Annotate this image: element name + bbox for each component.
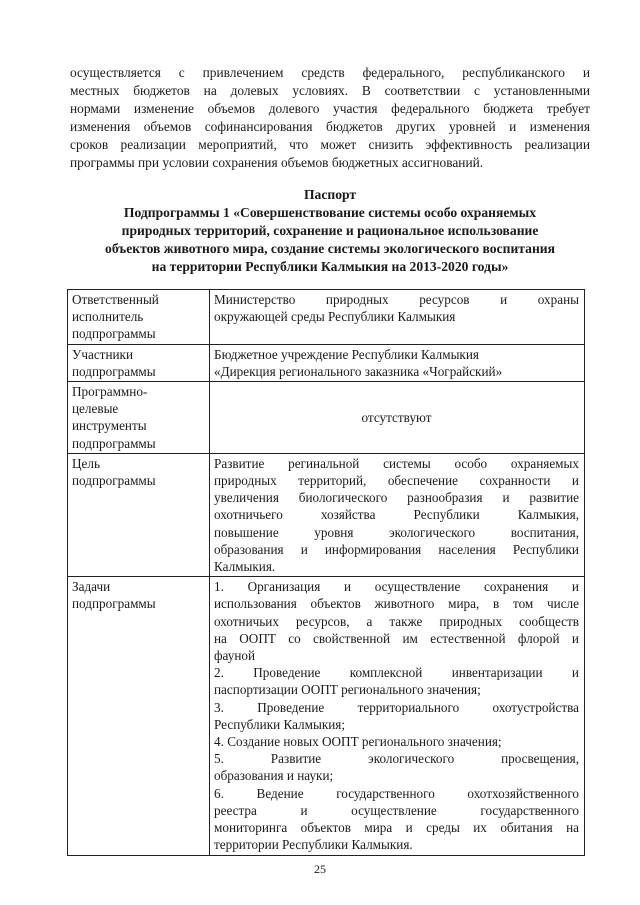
value-line: Министерство природных ресурсов и охраны [214, 292, 579, 307]
intro-line: местных бюджетов на долевых условиях. В соответствии с установленными [70, 83, 590, 98]
value-line: повышение уровня экологического воспитания, [214, 524, 579, 540]
table-row [68, 290, 585, 345]
value-line: охотничьих ресурсов, а также природных сообществ [214, 613, 579, 629]
key-line: Программно- [72, 384, 148, 400]
passport-heading [70, 186, 590, 276]
passport-subtitle-line: на территории Республики Калмыкия на 2013-2020 годы» [151, 259, 509, 274]
passport-title: Паспорт [303, 187, 357, 202]
value-line: 3. Проведение территориального охотустройства [214, 699, 579, 715]
row-key-responsible [68, 290, 210, 345]
value-line: на ООПТ со свойственной им естественной флорой и [214, 630, 579, 646]
row-key-tasks [68, 577, 210, 855]
value-line: паспортизации ООПТ регионального значения; [214, 682, 481, 698]
key-line: подпрограммы [72, 435, 156, 451]
value-line: увеличения биологического разнообразия и развитие [214, 490, 579, 506]
key-line: подпрограммы [72, 363, 156, 379]
key-line: Ответственный [72, 292, 159, 307]
table-row [68, 453, 585, 576]
value-line: мониторинга объектов мира и среды их обитания на [214, 820, 579, 836]
value-line: Развитие регинальной системы особо охраняемых [214, 455, 579, 471]
value-line: Бюджетное учреждение Республики Калмыкия [214, 346, 479, 362]
intro-line: программы при условии сохранения объемов бюджетных ассигнований. [70, 155, 484, 170]
intro-line: сроков реализации мероприятий, что может снизить эффективность реализации [70, 137, 590, 152]
value-line: отсутствуют [361, 409, 432, 425]
key-line: инструменты [72, 418, 147, 434]
row-value-responsible [210, 290, 585, 345]
value-line: 6. Ведение государственного охотхозяйственного [214, 785, 579, 801]
value-line: окружающей среды Республики Калмыкия [214, 309, 456, 325]
value-line: территории Республики Калмыкия. [214, 837, 413, 853]
value-line: Республики Калмыкия; [214, 716, 346, 732]
row-key-goal [68, 453, 210, 576]
passport-table [67, 289, 585, 856]
value-line: 2. Проведение комплексной инвентаризации и [214, 665, 579, 681]
passport-subtitle-line: объектов животного мира, создание системы экологического воспитания [105, 241, 555, 256]
key-line: исполнитель [72, 309, 144, 325]
key-line: подпрограммы [72, 473, 156, 489]
value-line: Калмыкия. [214, 559, 276, 575]
key-line: Задачи [72, 579, 111, 595]
value-line: «Дирекция регионального заказника «Чограйский» [214, 363, 503, 379]
table-row [68, 382, 585, 454]
value-line: 4. Создание новых ООПТ регионального значения; [214, 734, 502, 750]
value-line: образования и науки; [214, 768, 334, 784]
table-row [68, 344, 585, 381]
page-number: 25 [314, 862, 326, 876]
table-row [68, 577, 585, 855]
row-value-tasks [210, 577, 585, 855]
passport-subtitle-line: Подпрограммы 1 «Совершенствование системы особо охраняемых [123, 205, 537, 220]
value-line: природных территорий, обеспечение сохранности и [214, 473, 579, 489]
row-value-participants [210, 344, 585, 381]
value-line: 5. Развитие экологического просвещения, [214, 751, 579, 767]
intro-line: нормами изменение объемов долевого участия федерального бюджета требует [70, 101, 590, 116]
value-line: образования и информирования населения Республики [214, 541, 579, 557]
key-line: Участники [72, 346, 134, 362]
row-value-goal [210, 453, 585, 576]
key-line: подпрограммы [72, 596, 156, 612]
value-line: реестра и осуществление государственного [214, 802, 579, 818]
row-key-participants [68, 344, 210, 381]
intro-line: изменения объемов софинансирования бюджетов других уровней и изменения [70, 119, 590, 134]
value-line: использования объектов животного мира, в том числе [214, 596, 579, 612]
row-value-instruments [210, 382, 585, 454]
value-line: охотничьего хозяйства Республики Калмыкия, [214, 507, 579, 523]
row-key-instruments [68, 382, 210, 454]
value-line: 1. Организация и осуществление сохранения и [214, 579, 579, 595]
key-line: Цель [72, 455, 100, 471]
intro-line: осуществляется с привлечением средств федерального, республиканского и [70, 65, 590, 80]
passport-subtitle-line: природных территорий, сохранение и рациональное использование [121, 223, 539, 238]
key-line: целевые [72, 401, 119, 417]
key-line: подпрограммы [72, 326, 156, 342]
value-line: фауной [214, 648, 256, 664]
intro-paragraph [70, 64, 590, 172]
